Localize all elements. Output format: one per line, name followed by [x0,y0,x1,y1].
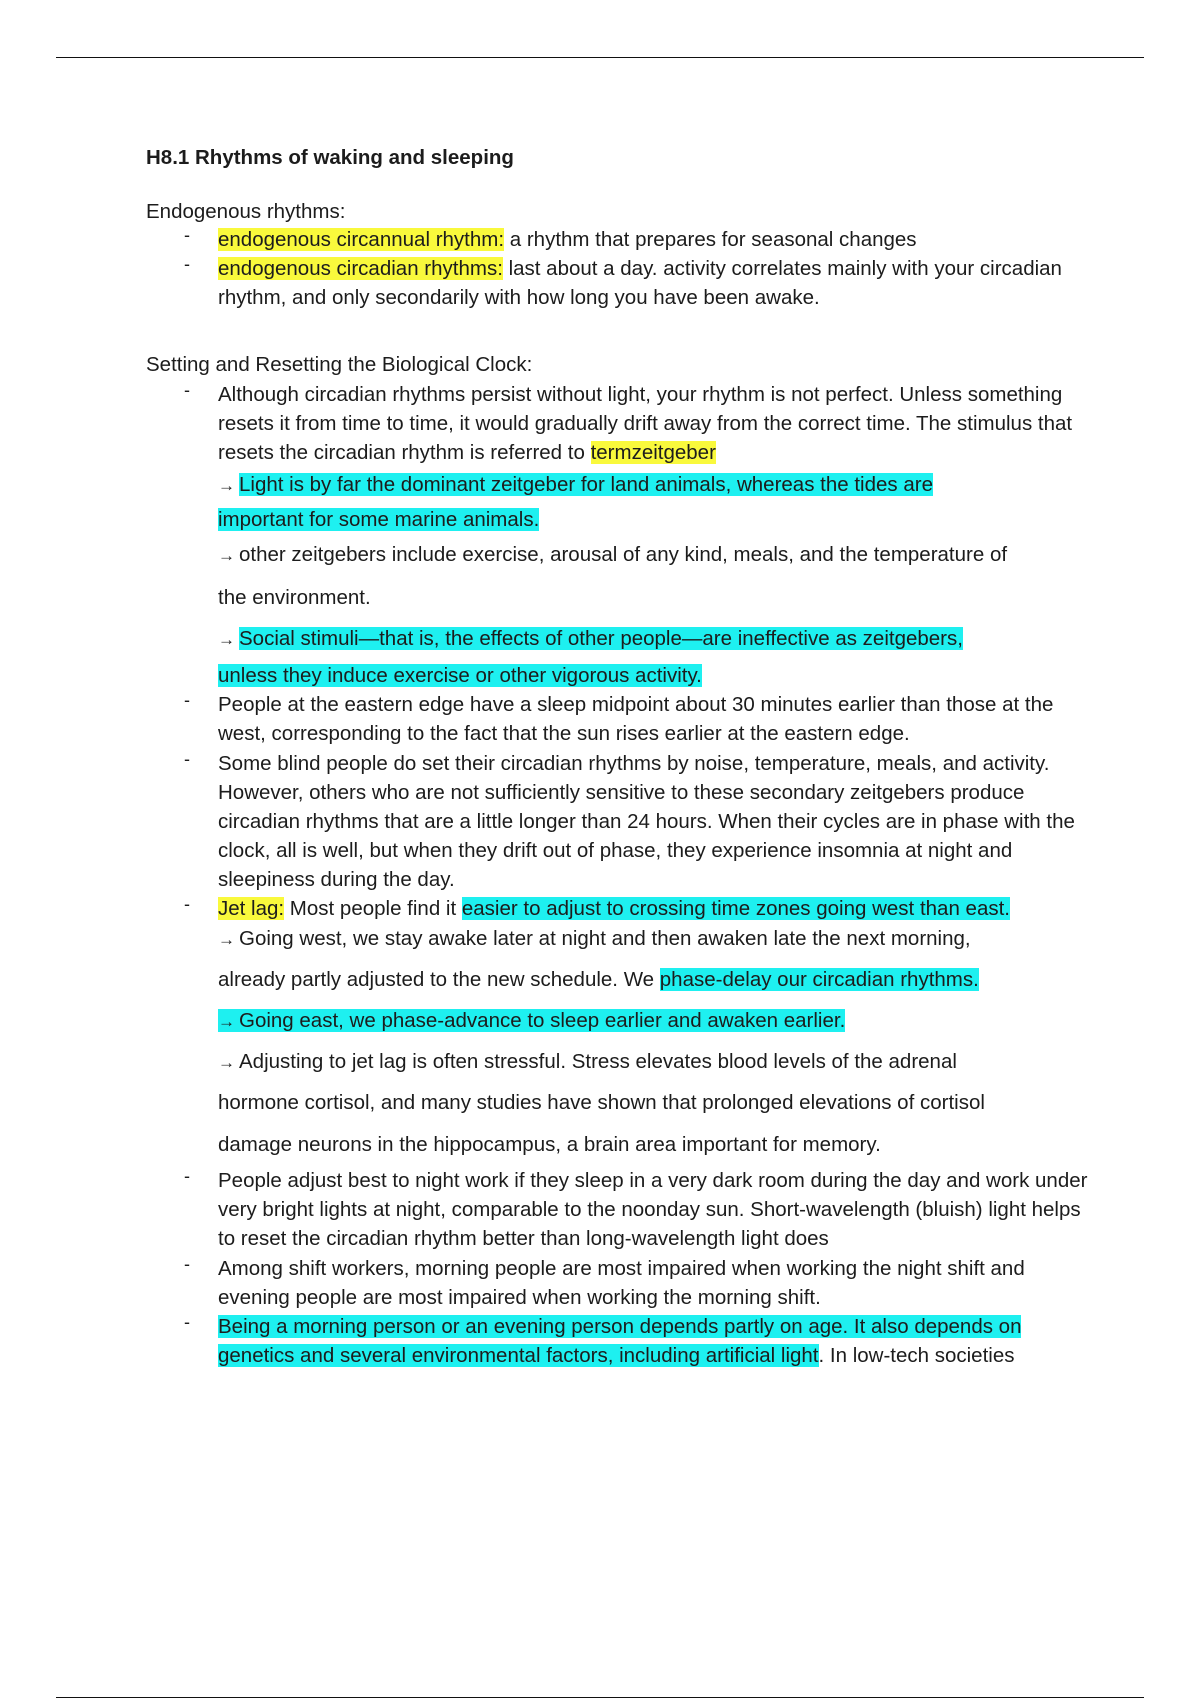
note-text: Adjusting to jet lag is often stressful. Stress elevates blood levels of the adrenal [239,1050,957,1073]
item-text: Most people find it [284,897,462,920]
arrow-icon: → [218,546,235,565]
highlighted-text: Social stimuli—that is, the effects of other people—are ineffective as zeitgebers, [239,627,963,650]
bullet-dash: - [184,1312,190,1332]
highlighted-text: unless they induce exercise or other vigorous activity. [218,664,702,687]
list-item-text: Among shift workers, morning people are most impaired when working the night shift and evening people are most impaired when working the morning shift. [218,1257,1025,1309]
header-rule [56,57,1144,58]
item-text: a rhythm that prepares for seasonal changes [504,228,917,251]
bullet-dash: - [184,894,190,914]
bullet-dash: - [184,749,190,769]
biological-clock-heading: Setting and Resetting the Biological Clock: [146,353,533,376]
highlighted-term: endogenous circannual rhythm: [218,228,505,251]
list-item-text [218,380,1094,467]
arrow-note [218,543,1094,567]
arrow-note-cont [218,508,1094,532]
arrow-icon: → [218,630,235,649]
item-text: last about a day. activity correlates mainly with your circadian rhythm, and only secondarily with how long you have been awake. [218,257,1062,309]
arrow-icon: → [218,476,235,495]
note-text: Going west, we stay awake later at night and then awaken late the next morning, [239,927,971,950]
arrow-note [218,627,1094,651]
highlighted-text: important for some marine animals. [218,508,540,531]
bullet-dash: - [184,225,190,245]
note-text: already partly adjusted to the new schedule. We [218,968,660,991]
bullet-dash: - [184,1254,190,1274]
endogenous-rhythms-heading: Endogenous rhythms: [146,200,346,223]
highlighted-text: Light is by far the dominant zeitgeber for land animals, whereas the tides are [239,473,933,496]
highlighted-text: Being a morning person or an evening person depends partly on age. It also depends on genetics and several environmental factors, including artificial light [218,1315,1022,1367]
list-item-text: Some blind people do set their circadian rhythms by noise, temperature, meals, and activity. However, others who are not sufficiently sensitive to these secondary zeitgebers produce circadian rhythms that are a little longer than 24 hours. When their cycles are in phase with the clock, all is well, but when they drift out of phase, they experience insomnia at night and sleepiness during the day. [218,752,1075,891]
highlighted-text: easier to adjust to crossing time zones going west than east. [461,897,1010,920]
bullet-dash: - [184,690,190,710]
arrow-note [218,1009,1094,1033]
highlighted-term: endogenous circadian rhythms: [218,257,503,280]
arrow-note [218,473,1094,497]
note-text: Going east, we phase-advance to sleep earlier and awaken earlier. [239,1009,846,1032]
list-item-text: People at the eastern edge have a sleep midpoint about 30 minutes earlier than those at the west, corresponding to the fact that the sun rises earlier at the eastern edge. [218,693,1054,745]
arrow-icon: → [218,1053,235,1072]
arrow-note-cont: hormone cortisol, and many studies have shown that prolonged elevations of cortisol [218,1091,985,1114]
arrow-icon: → [218,930,235,949]
item-text: . In low-tech societies [818,1344,1015,1367]
footer-rule [56,1697,1144,1698]
highlighted-term: Jet lag: [218,897,285,920]
list-item-text: People adjust best to night work if they sleep in a very dark room during the day and work under very bright lights at night, comparable to the noonday sun. Short-wavelength (bluish) light helps to reset the circadian rhythm better than long-wavelength light does [218,1169,1088,1250]
note-text: other zeitgebers include exercise, arousal of any kind, meals, and the temperature of [239,543,1008,566]
list-item-text [218,1312,1094,1370]
section-title: H8.1 Rhythms of waking and sleeping [146,146,514,169]
bullet-dash: - [184,380,190,400]
arrow-note [218,927,1094,951]
highlighted-text [218,1009,845,1032]
arrow-note-cont: damage neurons in the hippocampus, a brain area important for memory. [218,1133,881,1156]
list-item-text [218,225,1094,254]
arrow-icon: → [218,1012,235,1031]
bullet-dash: - [184,254,190,274]
highlighted-term: termzeitgeber [590,441,716,464]
list-item-text [218,254,1094,312]
item-text: Although circadian rhythms persist without light, your rhythm is not perfect. Unless something resets it from time to time, it would gradually drift away from the correct time. The stimulus that resets the circadian rhythm is referred to [218,383,1073,464]
arrow-note-cont [218,664,1094,688]
arrow-note [218,1050,1094,1074]
list-item-text [218,894,1094,923]
bullet-dash: - [184,1166,190,1186]
arrow-note-cont [218,968,1094,992]
highlighted-text: phase-delay our circadian rhythms. [659,968,979,991]
arrow-note-cont: the environment. [218,586,371,609]
